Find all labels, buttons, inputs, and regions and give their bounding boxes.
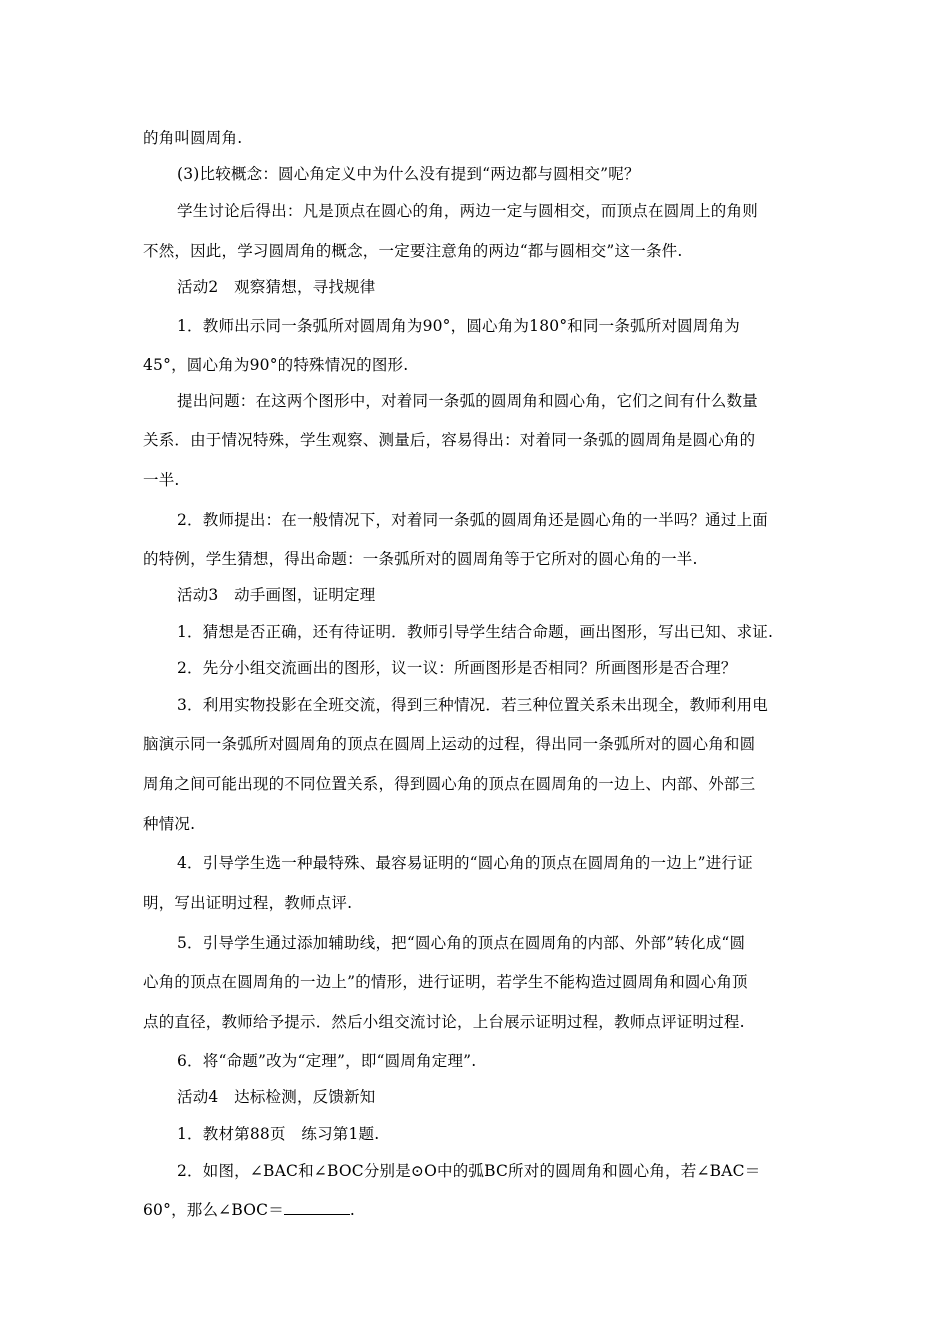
text-line: 3．利用实物投影在全班交流，得到三种情况．若三种位置关系未出现全，教师利用电 <box>177 696 768 714</box>
text-line: 周角之间可能出现的不同位置关系，得到圆心角的顶点在圆周角的一边上、内部、外部三 <box>143 775 756 793</box>
question-text: 60°，那么∠BOC＝ <box>143 1201 284 1219</box>
text-line: 1．猜想是否正确，还有待证明．教师引导学生结合命题，画出图形，写出已知、求证. <box>177 623 774 641</box>
text-line: 1．教师出示同一条弧所对圆周角为90°，圆心角为180°和同一条弧所对圆周角为 <box>177 317 740 335</box>
text-line: 2．教师提出：在一般情况下，对着同一条弧的圆周角还是圆心角的一半吗？通过上面 <box>177 511 768 529</box>
text-line: 点的直径，教师给予提示．然后小组交流讨论，上台展示证明过程，教师点评证明过程. <box>143 1013 745 1031</box>
section-heading: 活动3 动手画图，证明定理 <box>177 586 376 604</box>
text-line: (3)比较概念：圆心角定义中为什么没有提到“两边都与圆相交”呢？ <box>177 165 640 183</box>
text-line: 提出问题：在这两个图形中，对着同一条弧的圆周角和圆心角，它们之间有什么数量 <box>177 392 758 410</box>
section-heading: 活动4 达标检测，反馈新知 <box>177 1088 376 1106</box>
text-line: 5．引导学生通过添加辅助线，把“圆心角的顶点在圆周角的内部、外部”转化成“圆 <box>177 934 746 952</box>
answer-blank <box>284 1200 350 1215</box>
text-line: 不然，因此，学习圆周角的概念，一定要注意角的两边“都与圆相交”这一条件. <box>143 242 683 260</box>
section-heading: 活动2 观察猜想，寻找规律 <box>177 278 376 296</box>
text-line <box>143 1200 355 1220</box>
text-line: 4．引导学生选一种最特殊、最容易证明的“圆心角的顶点在圆周角的一边上”进行证 <box>177 854 753 872</box>
text-line: 明，写出证明过程，教师点评. <box>143 894 353 912</box>
text-line: 1．教材第88页 练习第1题. <box>177 1125 380 1143</box>
text-line: 的角叫圆周角. <box>143 129 243 147</box>
text-line: 种情况. <box>143 815 196 833</box>
text-line: 脑演示同一条弧所对圆周角的顶点在圆周上运动的过程，得出同一条弧所对的圆心角和圆 <box>143 735 756 753</box>
text-line: 45°，圆心角为90°的特殊情况的图形. <box>143 356 409 374</box>
text-line: 6．将“命题”改为“定理”，即“圆周角定理”. <box>177 1052 477 1070</box>
text-line: 2．先分小组交流画出的图形，议一议：所画图形是否相同？所画图形是否合理？ <box>177 659 737 677</box>
text-line: 学生讨论后得出：凡是顶点在圆心的角，两边一定与圆相交，而顶点在圆周上的角则 <box>177 202 758 220</box>
question-end: . <box>349 1201 356 1219</box>
text-line: 的特例，学生猜想，得出命题：一条弧所对的圆周角等于它所对的圆心角的一半. <box>143 550 698 568</box>
text-line: 一半. <box>143 471 180 489</box>
text-line: 关系．由于情况特殊，学生观察、测量后，容易得出：对着同一条弧的圆周角是圆心角的 <box>143 431 756 449</box>
text-line: 2．如图，∠BAC和∠BOC分别是⊙O中的弧BC所对的圆周角和圆心角，若∠BAC＝ <box>177 1162 761 1180</box>
text-line: 心角的顶点在圆周角的一边上”的情形，进行证明，若学生不能构造过圆周角和圆心角顶 <box>143 973 748 991</box>
